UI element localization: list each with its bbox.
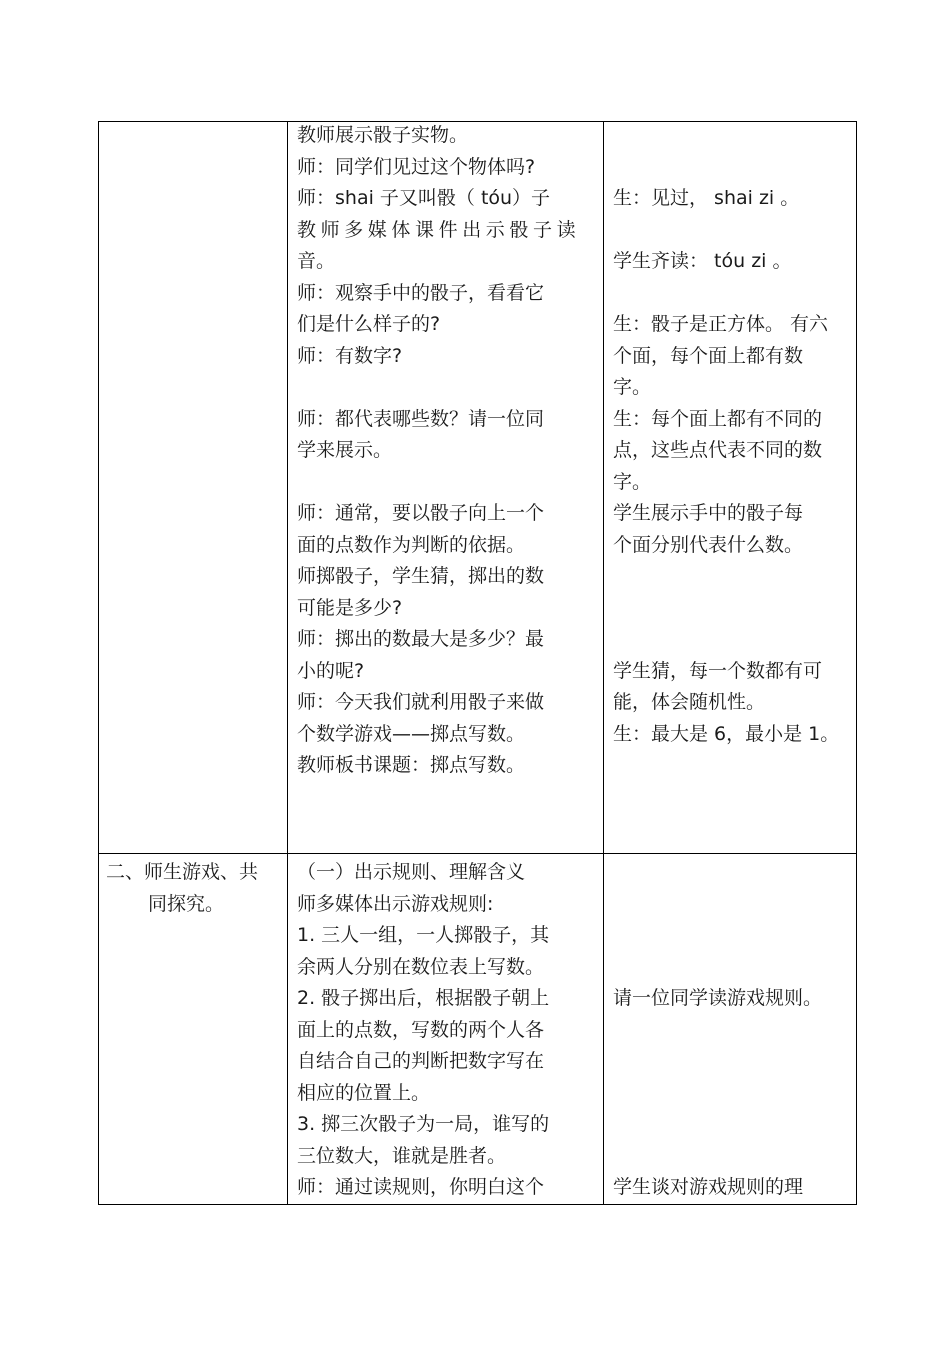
- row1-teacher-cell: [297, 120, 597, 782]
- text-line: 师：通过读规则，你明白这个: [297, 1176, 545, 1198]
- stage-title: 同探究。: [148, 892, 225, 915]
- text-line: 自结合自己的判断把数字写在: [297, 1050, 545, 1072]
- text-line: 教师展示骰子实物。: [297, 124, 469, 146]
- row1-student-cell: [613, 183, 853, 750]
- text-line: 生：见过， shai zi 。: [613, 187, 800, 209]
- text-line: 们是什么样子的?: [297, 313, 441, 335]
- row2-teacher-cell: [297, 857, 597, 1204]
- text-line: 师：有数字?: [297, 344, 403, 367]
- text-line: 音。: [297, 250, 336, 272]
- text-line: 学生展示手中的骰子每: [613, 502, 804, 524]
- column-divider-1: [287, 121, 288, 1205]
- text-line: 师多媒体出示游戏规则:: [297, 892, 494, 915]
- text-line: 个面，每个面上都有数: [613, 344, 804, 367]
- row-divider: [98, 853, 857, 854]
- text-line: 师掷骰子，学生猜，掷出的数: [297, 565, 545, 587]
- text-line: 三位数大，谁就是胜者。: [297, 1144, 507, 1167]
- text-line: 学生猜，每一个数都有可: [613, 659, 823, 682]
- text-line: 字。: [613, 376, 652, 398]
- text-line: 学生谈对游戏规则的理: [613, 1176, 804, 1198]
- text-line: 师：shai 子又叫骰（ tóu）子: [297, 187, 551, 209]
- text-line: （一）出示规则、理解含义: [297, 861, 526, 883]
- text-line: 师：都代表哪些数？请一位同: [297, 407, 545, 430]
- text-line: 师：今天我们就利用骰子来做: [297, 691, 545, 713]
- column-divider-2: [603, 121, 604, 1205]
- text-line: 学来展示。: [297, 439, 393, 461]
- text-line: 面上的点数，写数的两个人各: [297, 1018, 545, 1041]
- text-line: 余两人分别在数位表上写数。: [297, 955, 545, 978]
- text-line: 教师板书课题：掷点写数。: [297, 754, 526, 776]
- text-line: 3. 掷三次骰子为一局，谁写的: [297, 1113, 550, 1135]
- text-line: 小的呢?: [297, 659, 365, 682]
- text-line: 能，体会随机性。: [613, 691, 766, 713]
- text-line: 个面分别代表什么数。: [613, 533, 804, 556]
- text-line: 相应的位置上。: [297, 1081, 431, 1104]
- row2-student-cell: [613, 983, 853, 1204]
- text-line: 师：同学们见过这个物体吗?: [297, 155, 536, 178]
- row2-stage-cell: [106, 857, 282, 920]
- text-line: 师：通常，要以骰子向上一个: [297, 502, 545, 524]
- text-line: 生：骰子是正方体。 有六: [613, 313, 829, 335]
- text-line: 字。: [613, 470, 652, 493]
- text-line: 师：观察手中的骰子，看看它: [297, 281, 545, 304]
- text-line: 点，这些点代表不同的数: [613, 439, 823, 461]
- text-line: 师：掷出的数最大是多少？最: [297, 628, 545, 650]
- text-line: 学生齐读： tóu zi 。: [613, 250, 792, 272]
- text-line: 教师多媒体课件出示骰子读: [297, 218, 581, 241]
- text-line: 生：最大是 6，最小是 1。: [613, 722, 840, 745]
- text-line: 可能是多少?: [297, 596, 403, 619]
- text-line: 个数学游戏——掷点写数。: [297, 722, 526, 745]
- stage-title: 二、师生游戏、共: [106, 861, 259, 883]
- text-line: 1. 三人一组，一人掷骰子，其: [297, 924, 550, 946]
- text-line: 请一位同学读游戏规则。: [613, 987, 823, 1009]
- text-line: 2. 骰子掷出后，根据骰子朝上: [297, 987, 550, 1009]
- text-line: 面的点数作为判断的依据。: [297, 533, 526, 556]
- text-line: 生：每个面上都有不同的: [613, 407, 823, 430]
